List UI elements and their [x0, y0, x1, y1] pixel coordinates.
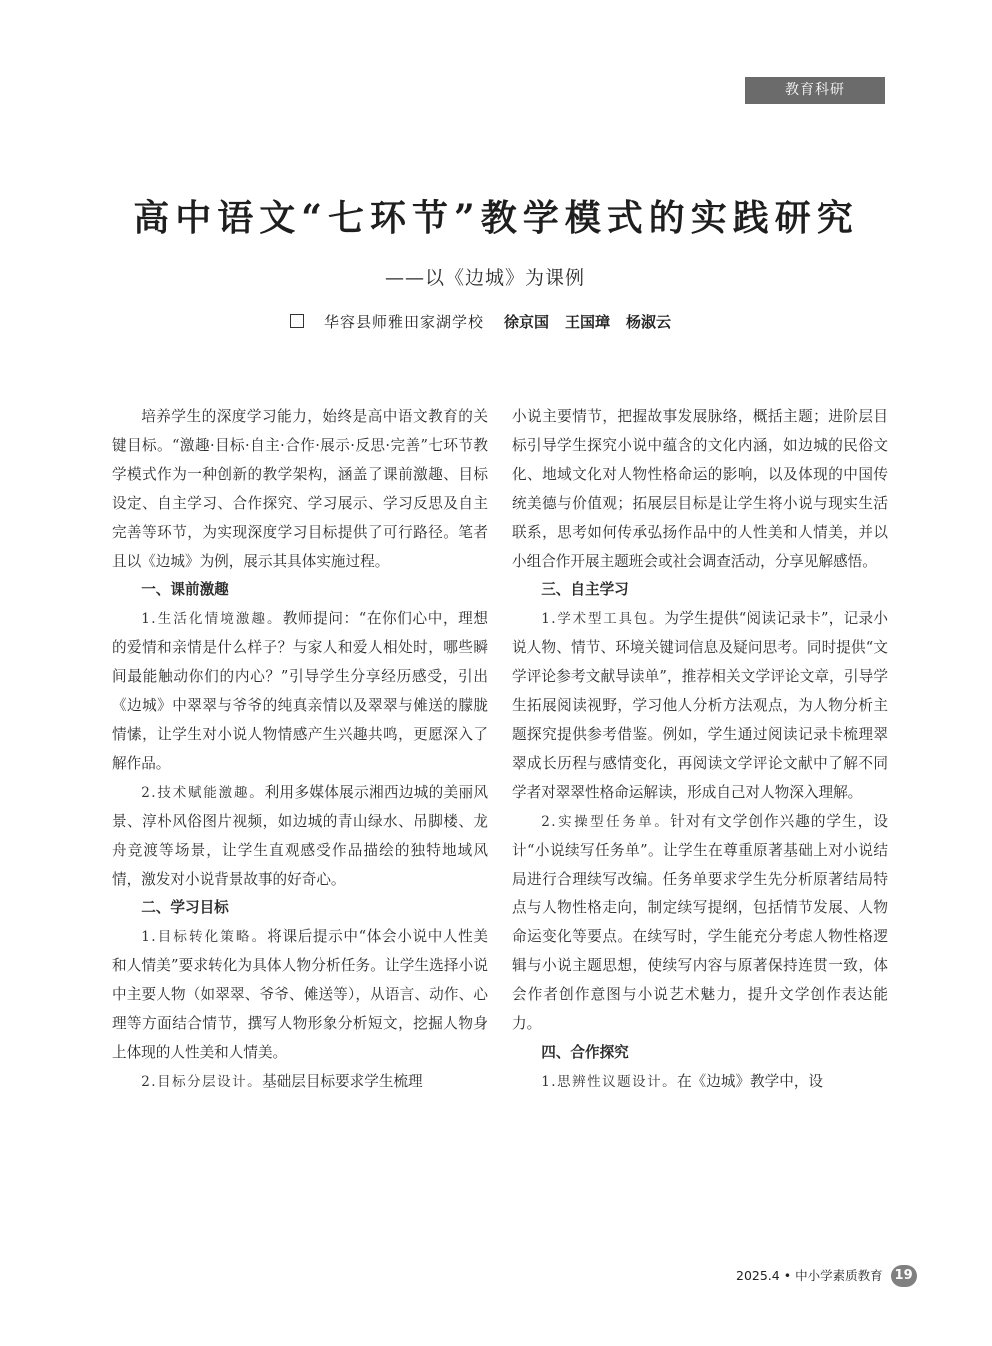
section-heading: 一、课前激趣 [141, 581, 229, 599]
author-name: 徐京国 [504, 313, 550, 331]
article-subtitle: ——以《边城》为课例 [385, 267, 586, 289]
section-tag: 教育科研 [745, 77, 885, 104]
section-heading: 四、合作探究 [541, 1043, 629, 1061]
intro-paragraph: 培养学生的深度学习能力，始终是高中语文教育的关键目标。“激趣·目标·自主·合作·展示·反思·完善”七环节教学模式作为一种创新的教学架构，涵盖了课前激趣、目标设定、自主学习、合作探究、学习展示、学习反思及自主完善等环节，为实现深度学习目标提供了可行路径。笔者且以《边城》为例，展示其具体实施过程。 [112, 408, 488, 570]
right-column [512, 403, 888, 1097]
page-footer [736, 1265, 917, 1287]
author-name: 王国璋 [565, 313, 611, 331]
paragraph-lead: 1.生活化情境激趣。 [141, 611, 283, 628]
paragraph-text: 基础层目标要求学生梳理 [262, 1072, 423, 1090]
author-name: 杨淑云 [626, 313, 672, 331]
body-paragraph [512, 605, 888, 807]
body-paragraph [512, 1068, 888, 1097]
paragraph-lead: 1.思辨性议题设计。 [541, 1073, 678, 1090]
paragraph-lead: 2.实操型任务单。 [541, 813, 671, 830]
paragraph-text: 利用多媒体展示湘西边城的美丽风景、淳朴风俗图片视频，如边城的青山绿水、吊脚楼、龙舟竞渡等场景，让学生直观感受作品描绘的独特地域风情，激发对小说背景故事的好奇心。 [112, 783, 488, 888]
body-paragraph [512, 808, 888, 1039]
continued-paragraph: 小说主要情节，把握故事发展脉络，概括主题；进阶层目标引导学生探究小说中蕴含的文化内涵，如边城的民俗文化、地域文化对人物性格命运的影响，以及体现的中国传统美德与价值观；拓展层目标是让学生将小说与现实生活联系，思考如何传承弘扬作品中的人性美和人情美，并以小组合作开展主题班会或社会调查活动，分享见解感悟。 [512, 408, 888, 570]
square-icon [290, 314, 304, 328]
left-column [112, 403, 488, 1097]
body-paragraph [112, 779, 488, 895]
issue-date: 2025.4 [736, 1268, 780, 1283]
author-school: 华容县师雅田家湖学校 [324, 313, 485, 331]
section-heading: 三、自主学习 [541, 581, 629, 599]
paragraph-lead: 2.技术赋能激趣。 [141, 784, 265, 801]
body-paragraph [112, 1068, 488, 1097]
paragraph-text: 将课后提示中“体会小说中人性美和人情美”要求转化为具体人物分析任务。让学生选择小说中主要人物（如翠翠、爷爷、傩送等），从语言、动作、心理等方面结合情节，撰写人物形象分析短文，挖掘人物身上体现的人性美和人情美。 [112, 928, 488, 1061]
body-paragraph [112, 923, 488, 1068]
paragraph-text: 为学生提供“阅读记录卡”，记录小说人物、情节、环境关键词信息及疑问思考。同时提供“文学评论参考文献导读单”，推荐相关文学评论文章，引导学生拓展阅读视野，学习他人分析方法观点，为人物分析主题探究提供参考借鉴。例如，学生通过阅读记录卡梳理翠翠成长历程与感情变化，再阅读文学评论文献中了解不同学者对翠翠性格命运解读，形成自己对人物深入理解。 [512, 610, 888, 801]
article-title: 高中语文“七环节”教学模式的实践研究 [133, 197, 859, 239]
paragraph-text: 针对有文学创作兴趣的学生，设计“小说续写任务单”。让学生在尊重原著基础上对小说结局进行合理续写改编。任务单要求学生先分析原著结局特点与人物性格走向，制定续写提纲，包括情节发展、人物命运变化等要点。在续写时，学生能充分考虑人物性格逻辑与小说主题思想，使续写内容与原著保持连贯一致，体会作者创作意图与小说艺术魅力，提升文学创作表达能力。 [512, 812, 888, 1033]
paragraph-lead: 1.学术型工具包。 [541, 611, 665, 628]
byline [290, 311, 687, 332]
footer-separator: • [779, 1268, 796, 1283]
paragraph-lead: 1.目标转化策略。 [141, 929, 268, 946]
page-number: 19 [891, 1265, 917, 1287]
section-heading: 二、学习目标 [141, 899, 229, 917]
body-paragraph [112, 605, 488, 778]
paragraph-lead: 2.目标分层设计。 [141, 1073, 263, 1090]
journal-name: 中小学素质教育 [795, 1268, 883, 1283]
paragraph-text: 教师提问：“在你们心中，理想的爱情和亲情是什么样子？与家人和爱人相处时，哪些瞬间最能触动你们的内心？”引导学生分享经历感受，引出《边城》中翠翠与爷爷的纯真亲情以及翠翠与傩送的朦胧情愫，让学生对小说人物情感产生兴趣共鸣，更愿深入了解作品。 [112, 610, 488, 772]
paragraph-text: 在《边城》教学中，设 [677, 1072, 824, 1090]
